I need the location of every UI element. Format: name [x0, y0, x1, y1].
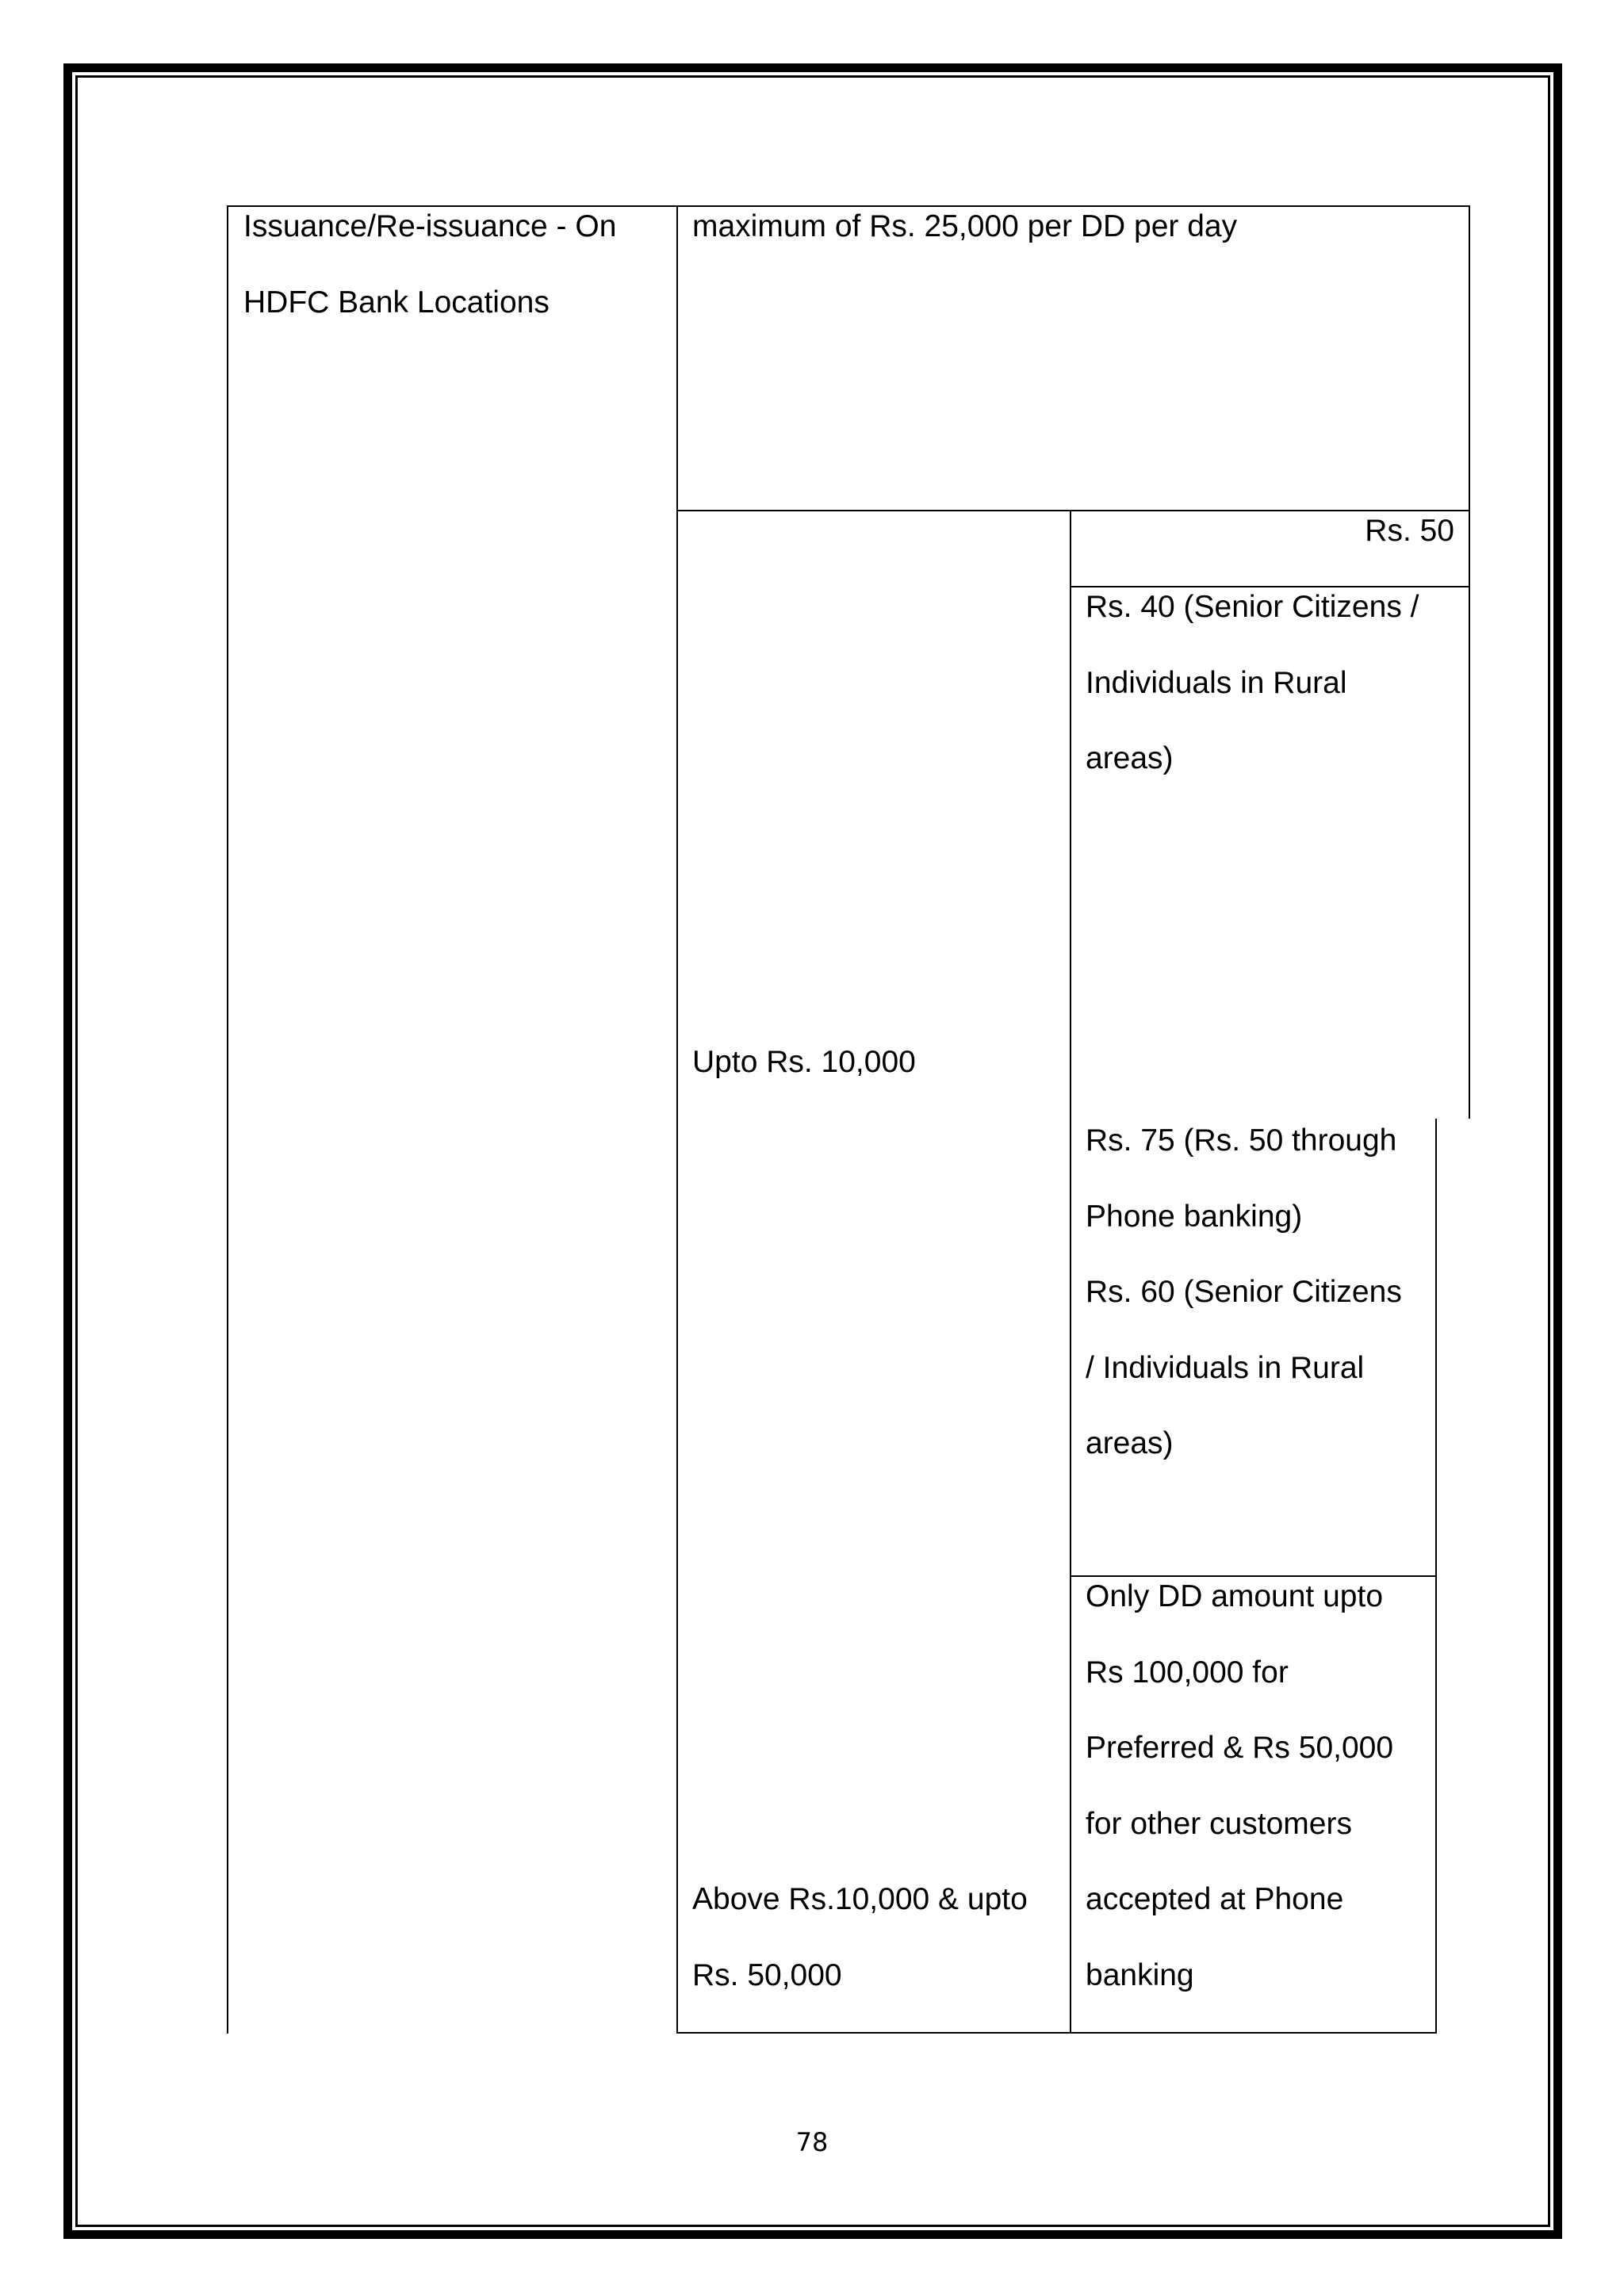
table-rule-right-upper: [1469, 205, 1470, 1119]
slab-above-10000-phone-note: Only DD amount upto Rs 100,000 for Preferred & Rs 50,000 for other customers accepted at Phone banking: [1086, 1579, 1394, 1992]
service-label: Issuance/Re-issuance - On HDFC Bank Locations: [243, 209, 617, 320]
page-number: 78: [795, 2127, 829, 2157]
limit-note: maximum of Rs. 25,000 per DD per day: [692, 209, 1238, 243]
table-rule-right-lower: [1435, 1119, 1437, 2034]
slab-above-10000-label: Above Rs.10,000 & upto Rs. 50,000: [692, 1882, 1028, 1992]
table-rule-left: [227, 205, 228, 2034]
slab-upto-10000-label: Upto Rs. 10,000: [692, 1045, 916, 1079]
table-rule-bottom: [676, 2032, 1437, 2034]
slab-above-10000-charge: Rs. 75 (Rs. 50 through Phone banking) Rs. 60 (Senior Citizens / Individuals in Rural areas): [1086, 1123, 1402, 1460]
slab-upto-10000-senior-charge: Rs. 40 (Senior Citizens / Individuals in Rural areas): [1086, 590, 1419, 775]
table-rule-col2-left: [676, 205, 678, 2034]
slab-upto-10000-charge: Rs. 50: [1365, 514, 1454, 548]
table-rule-col3-left: [1070, 510, 1071, 2034]
